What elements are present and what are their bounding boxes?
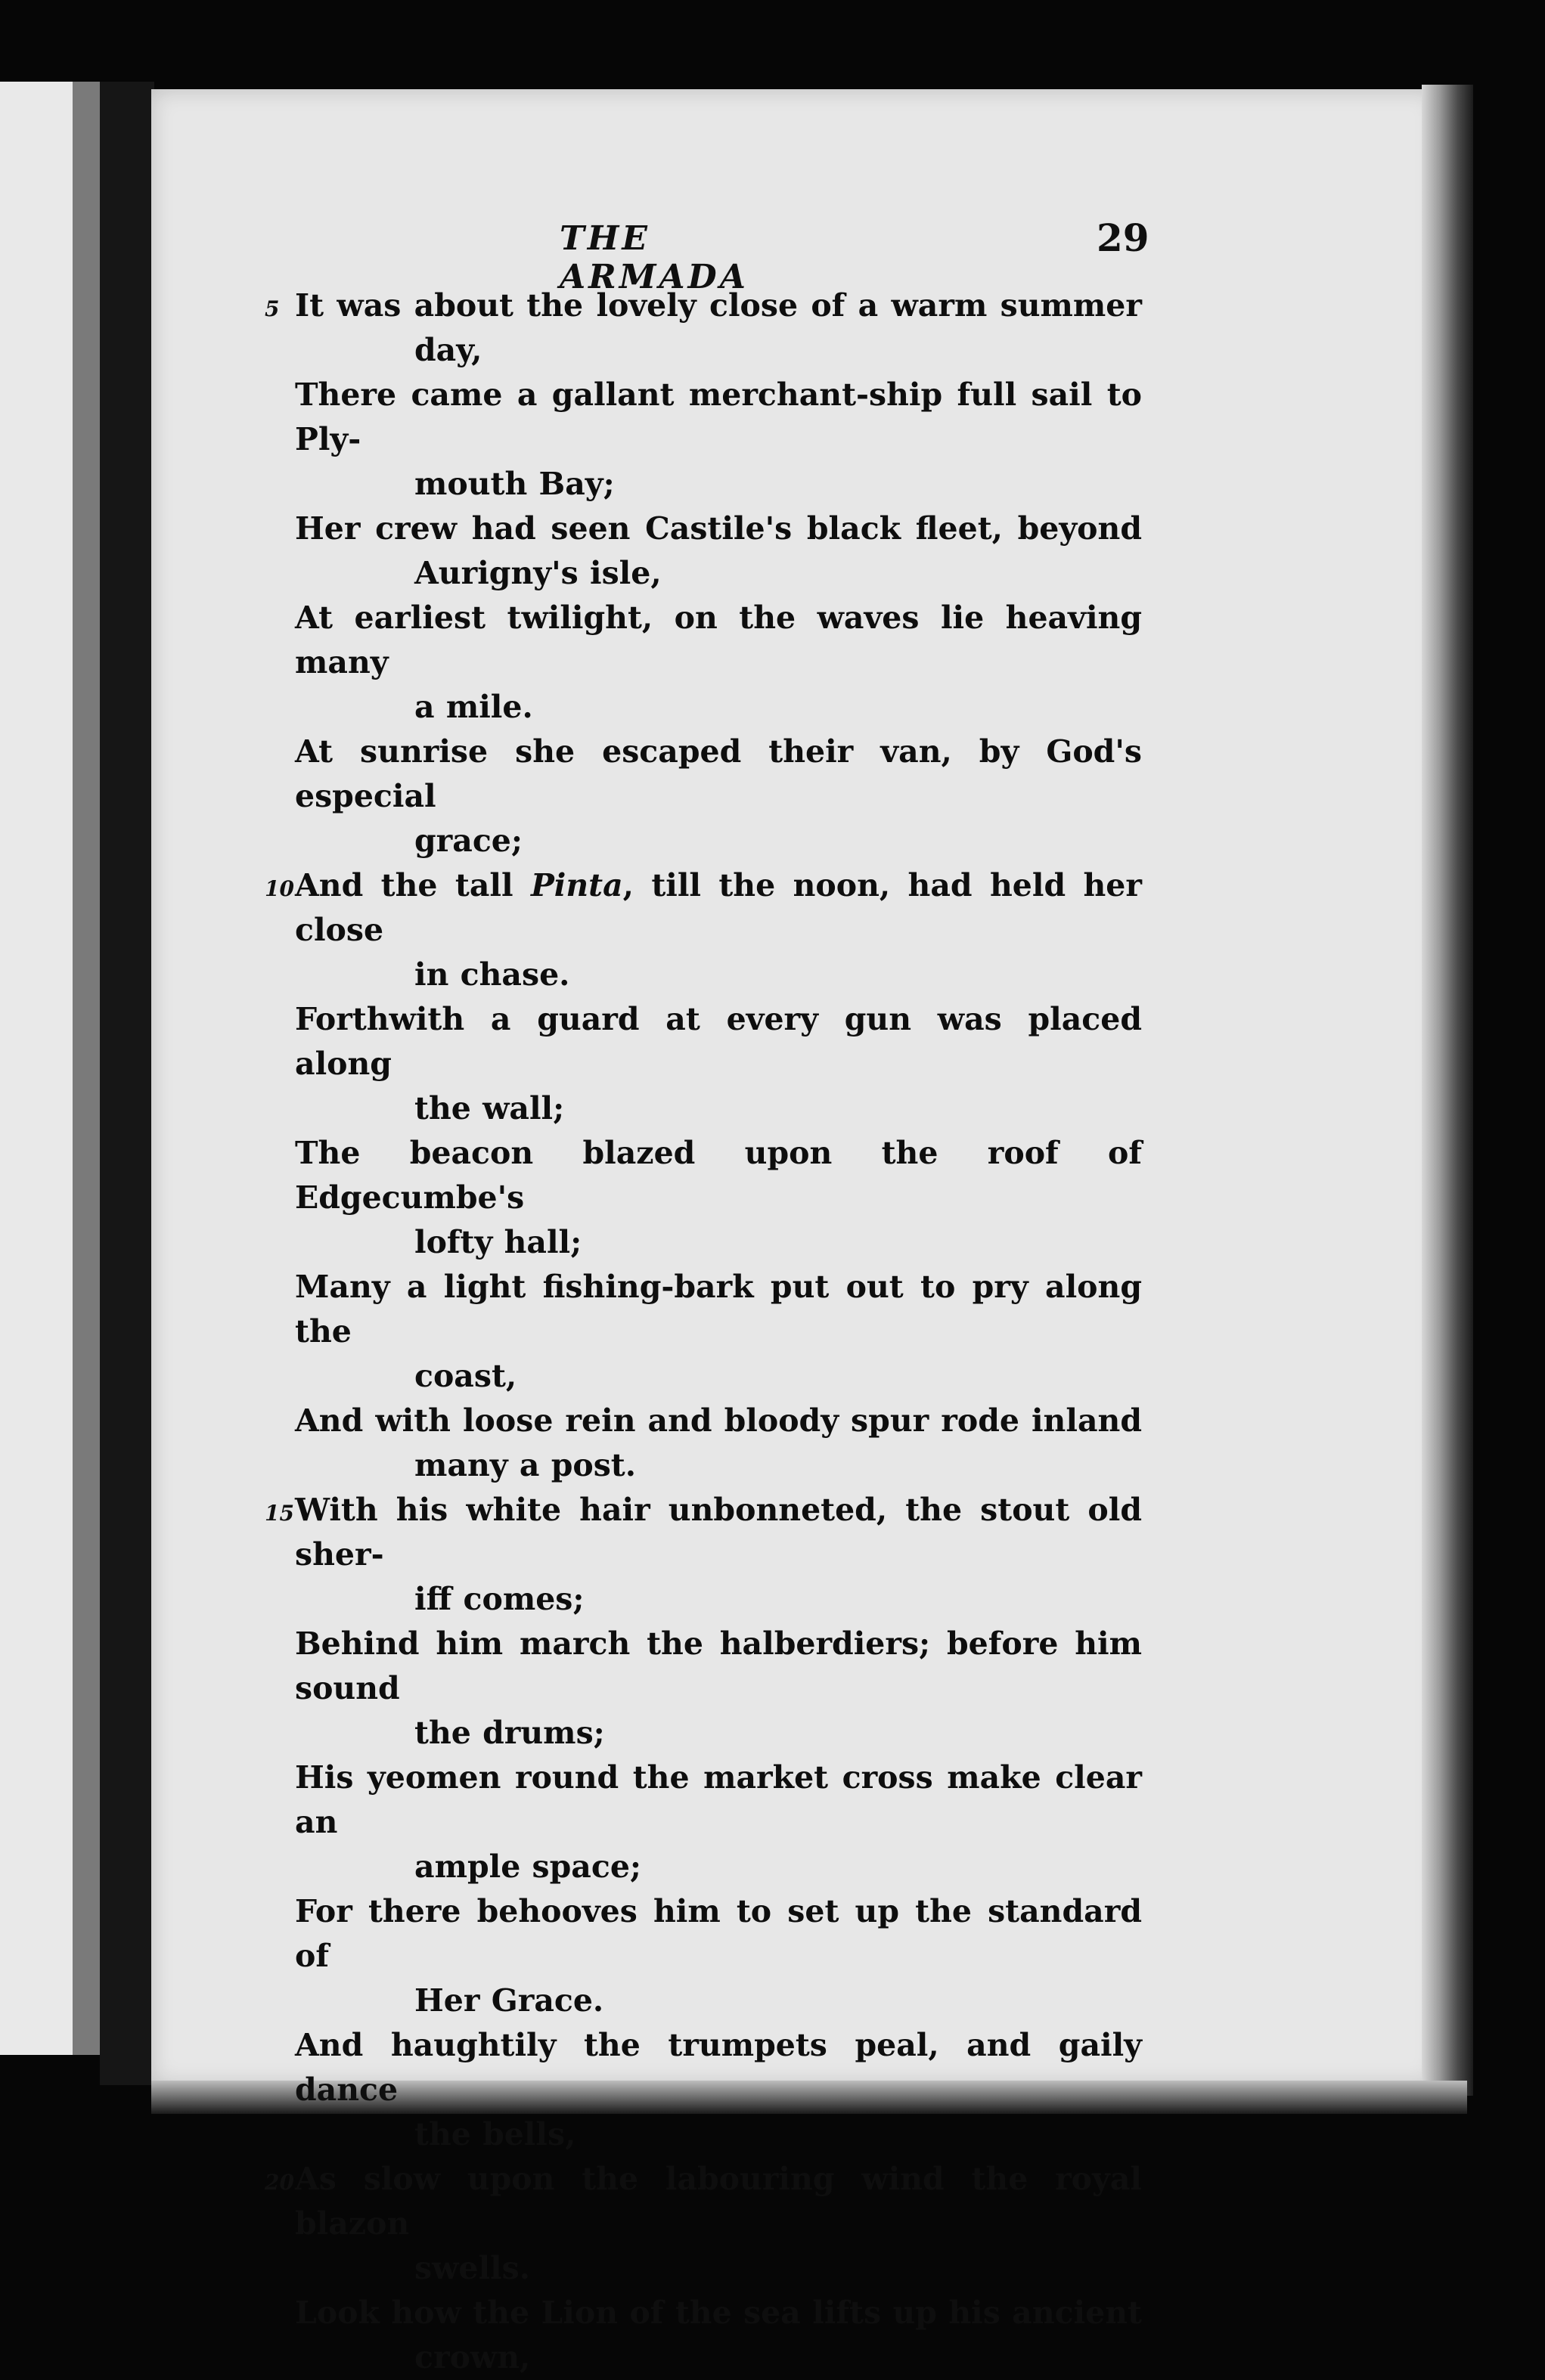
poem-line: Forthwith a guard at every gun was placed along — [295, 1001, 1142, 1082]
facing-page-inner-edge — [73, 82, 100, 2055]
poem-line-continuation: grace; — [414, 823, 523, 859]
poem-line-continuation: iff comes; — [414, 1581, 585, 1617]
poem-line-continuation: Her Grace. — [414, 1982, 604, 2019]
poem-line: His yeomen round the market cross make clear an — [295, 1759, 1142, 1840]
poem-line-continuation: a mile. — [414, 689, 533, 725]
poem-line: And haughtily the trumpets peal, and gaily dance — [295, 2027, 1142, 2108]
poem-line: And with loose rein and bloody spur rode inland — [295, 1402, 1142, 1439]
poem-line-continuation: the wall; — [414, 1090, 565, 1126]
book-gutter — [100, 82, 154, 2085]
poem-line-continuation: day, — [414, 332, 482, 368]
poem-line-continuation: Aurigny's isle, — [414, 555, 662, 591]
poem-line: At earliest twilight, on the waves lie heaving many — [295, 600, 1142, 680]
line-number: 10 — [265, 876, 294, 901]
poem-line: For there behooves him to set up the standard of — [295, 1893, 1142, 1974]
line-number: 20 — [265, 2170, 294, 2195]
poem-line-continuation: ample space; — [414, 1849, 642, 1885]
poem-line: Look how the Lion of the sea lifts up his ancient — [295, 2295, 1142, 2331]
poem-line-continuation: lofty hall; — [414, 1224, 582, 1260]
poem-line: 10 And the tall Pinta, till the noon, had held her close — [265, 867, 1142, 948]
poem-line-continuation: the bells, — [414, 2116, 576, 2152]
running-title: THE ARMADA — [560, 219, 749, 296]
ship-name: Pinta — [530, 867, 623, 903]
page-number: 29 — [1097, 215, 1149, 260]
poem-text — [265, 284, 1142, 2380]
poem-line-continuation: crown, — [414, 2339, 531, 2375]
poem-line: Her crew had seen Castile's black fleet, beyond — [295, 510, 1142, 547]
line-number: 5 — [265, 296, 280, 321]
poem-line: 15 With his white hair unbonneted, the stout old sher- — [265, 1492, 1142, 1573]
poem-line-continuation: many a post. — [414, 1447, 637, 1483]
poem-line-continuation: swells. — [414, 2250, 530, 2286]
poem-line: The beacon blazed upon the roof of Edgecumbe's — [295, 1135, 1142, 1216]
page-fore-edge — [1422, 85, 1473, 2096]
poem-line-continuation: the drums; — [414, 1715, 605, 1751]
poem-line: 5 It was about the lovely close of a warm summer — [295, 284, 1142, 328]
facing-page-edge — [0, 82, 100, 2055]
line-number: 15 — [265, 1501, 294, 1526]
poem-line: 20 As slow upon the labouring wind the royal blazon — [265, 2161, 1142, 2242]
poem-line-continuation: coast, — [414, 1358, 517, 1394]
poem-line: At sunrise she escaped their van, by God's especial — [295, 733, 1142, 814]
poem-line-continuation: mouth Bay; — [414, 466, 615, 502]
poem-line-continuation: in chase. — [414, 956, 570, 993]
poem-line: Many a light fishing-bark put out to pry along the — [295, 1269, 1142, 1350]
poem-line: There came a gallant merchant-ship full sail to Ply- — [295, 377, 1142, 457]
poem-line: Behind him march the halberdiers; before him sound — [295, 1625, 1142, 1706]
